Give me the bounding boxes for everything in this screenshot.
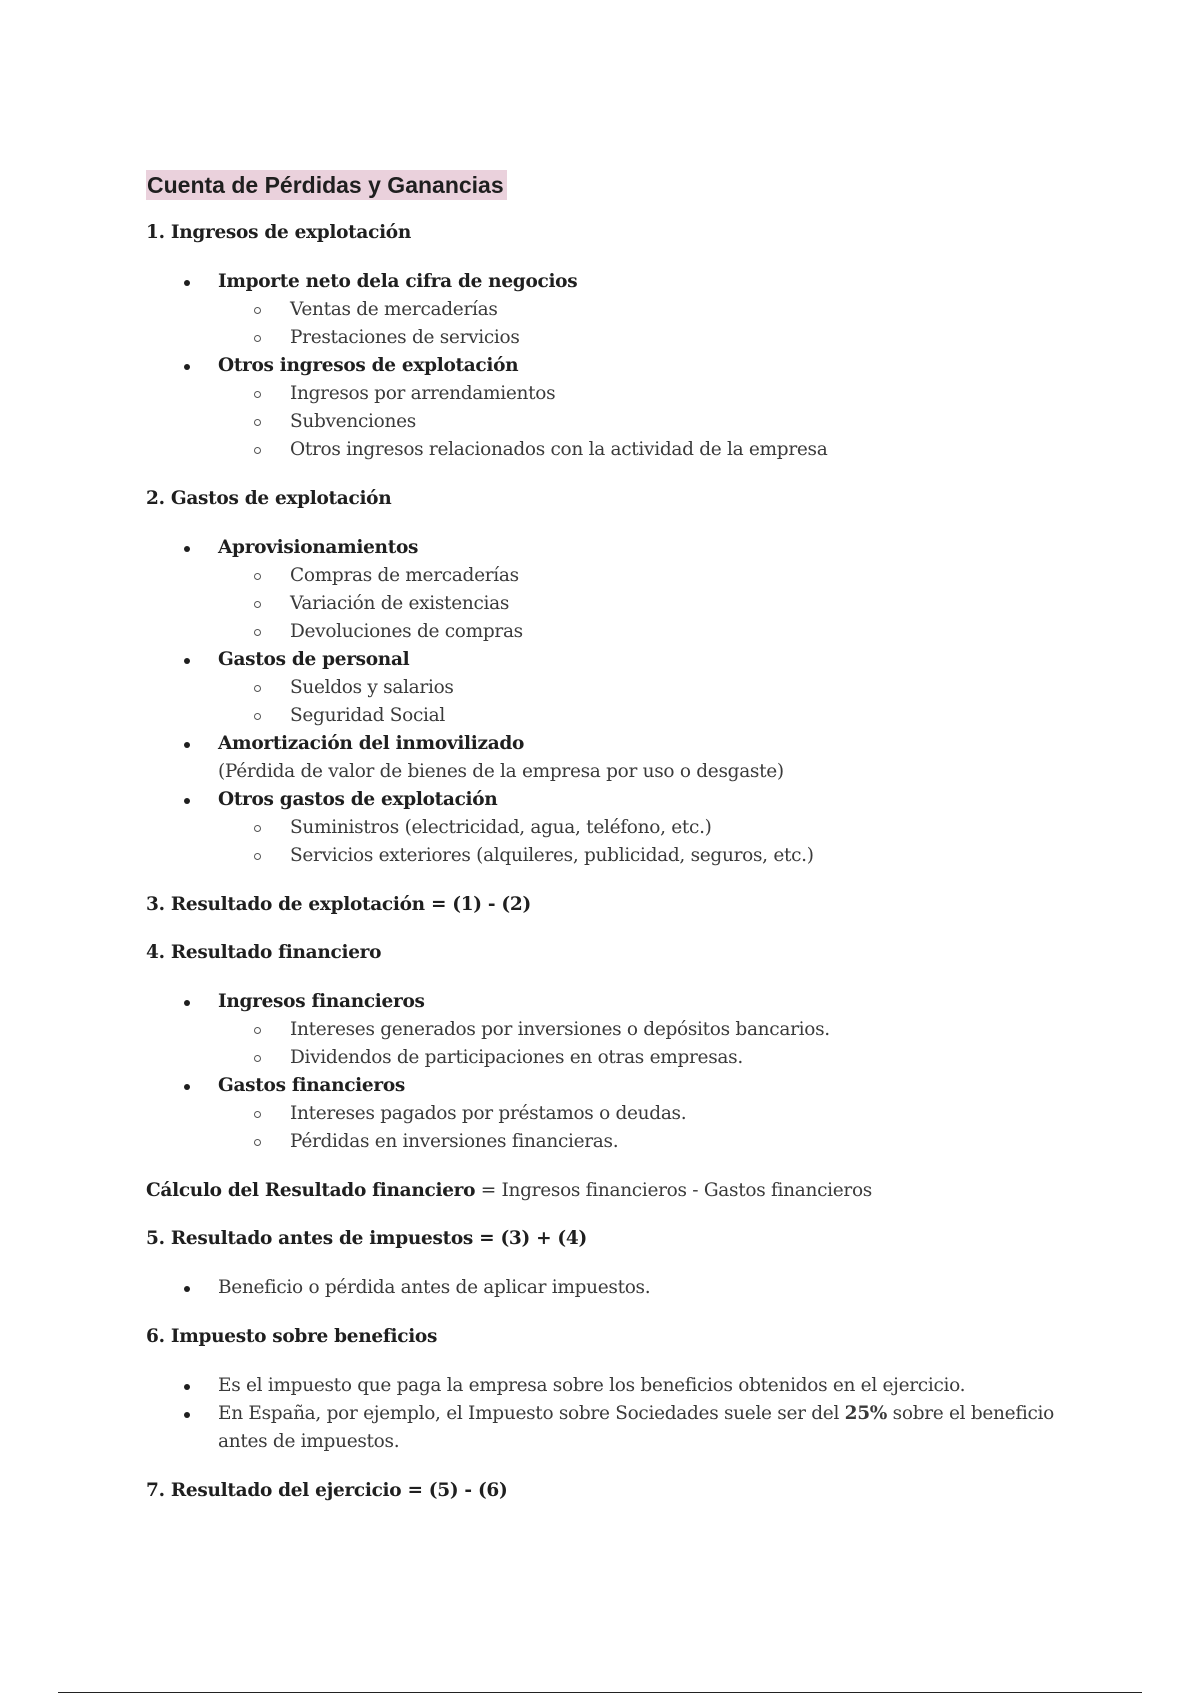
circle-bullet-icon (254, 447, 261, 454)
list-item (146, 1372, 1086, 1400)
circle-bullet-icon (254, 853, 261, 860)
calc-label: Cálculo del Resultado financiero (146, 1180, 476, 1201)
circle-bullet-icon (254, 419, 261, 426)
circle-bullet-icon (254, 1139, 261, 1146)
bullet-icon (184, 546, 190, 552)
item-label: Otros gastos de explotación (218, 789, 498, 810)
sublist (218, 1016, 1086, 1072)
list-item (146, 534, 1086, 646)
sublist-item: Intereses generados por inversiones o depósitos bancarios. (218, 1016, 1086, 1044)
sublist-item: Intereses pagados por préstamos o deudas. (218, 1100, 1086, 1128)
bullet-icon (184, 798, 190, 804)
section-heading-resultado-ejercicio: 7. Resultado del ejercicio = (5) - (6) (146, 1480, 508, 1501)
item-text: Beneficio o pérdida antes de aplicar impuestos. (218, 1277, 651, 1298)
list-impuesto-beneficios (146, 1372, 1086, 1456)
sublist-item: Variación de existencias (218, 590, 1086, 618)
section-heading-resultado-explotacion: 3. Resultado de explotación = (1) - (2) (146, 894, 531, 915)
circle-bullet-icon (254, 713, 261, 720)
section-heading-gastos-explotacion: 2. Gastos de explotación (146, 488, 392, 509)
item-label: Ingresos financieros (218, 991, 425, 1012)
list-resultado-antes-impuestos (146, 1274, 1086, 1302)
list-gastos-explotacion (146, 534, 1086, 870)
sublist (218, 380, 1086, 464)
sublist (218, 1100, 1086, 1156)
bullet-icon (184, 1286, 190, 1292)
document-page (146, 170, 1086, 1526)
sublist-item: Seguridad Social (218, 702, 1086, 730)
item-text: Es el impuesto que paga la empresa sobre los beneficios obtenidos en el ejercicio. (218, 1375, 966, 1396)
list-ingresos-explotacion (146, 268, 1086, 464)
circle-bullet-icon (254, 1055, 261, 1062)
item-label: Amortización del inmovilizado (218, 733, 525, 754)
calculo-resultado-financiero (146, 1178, 1086, 1204)
item-label: Gastos de personal (218, 649, 410, 670)
sublist-item: Ventas de mercaderías (218, 296, 1086, 324)
sublist-item: Pérdidas en inversiones financieras. (218, 1128, 1086, 1156)
list-item (146, 1274, 1086, 1302)
circle-bullet-icon (254, 335, 261, 342)
sublist-item: Servicios exteriores (alquileres, publicidad, seguros, etc.) (218, 842, 1086, 870)
section-heading-resultado-antes-impuestos: 5. Resultado antes de impuestos = (3) + (4) (146, 1228, 587, 1249)
list-item (146, 268, 1086, 352)
page-bottom-rule (58, 1692, 1142, 1693)
section-heading-resultado-financiero: 4. Resultado financiero (146, 942, 382, 963)
item-note: (Pérdida de valor de bienes de la empresa por uso o desgaste) (218, 761, 784, 782)
item-text: En España, por ejemplo, el Impuesto sobre Sociedades suele ser del 25% sobre el beneficio antes de impuestos. (218, 1403, 1055, 1452)
sublist-item: Suministros (electricidad, agua, teléfono, etc.) (218, 814, 1086, 842)
list-item (146, 786, 1086, 870)
sublist-item: Prestaciones de servicios (218, 324, 1086, 352)
sublist-item: Dividendos de participaciones en otras empresas. (218, 1044, 1086, 1072)
bullet-icon (184, 658, 190, 664)
list-resultado-financiero (146, 988, 1086, 1156)
circle-bullet-icon (254, 685, 261, 692)
sublist-item: Compras de mercaderías (218, 562, 1086, 590)
section-heading-ingresos-explotacion: 1. Ingresos de explotación (146, 222, 411, 243)
sublist (218, 814, 1086, 870)
circle-bullet-icon (254, 629, 261, 636)
bullet-icon (184, 1412, 190, 1418)
bullet-icon (184, 742, 190, 748)
circle-bullet-icon (254, 601, 261, 608)
circle-bullet-icon (254, 573, 261, 580)
bullet-icon (184, 1000, 190, 1006)
calc-formula: = Ingresos financieros - Gastos financieros (475, 1180, 872, 1201)
sublist (218, 296, 1086, 352)
tax-rate: 25% (844, 1403, 888, 1424)
sublist-item: Sueldos y salarios (218, 674, 1086, 702)
bullet-icon (184, 364, 190, 370)
circle-bullet-icon (254, 307, 261, 314)
list-item (146, 1072, 1086, 1156)
circle-bullet-icon (254, 825, 261, 832)
item-label: Otros ingresos de explotación (218, 355, 519, 376)
sublist-item: Otros ingresos relacionados con la actividad de la empresa (218, 436, 1086, 464)
circle-bullet-icon (254, 391, 261, 398)
section-heading-impuesto-beneficios: 6. Impuesto sobre beneficios (146, 1326, 438, 1347)
list-item (146, 1400, 1086, 1456)
bullet-icon (184, 1084, 190, 1090)
item-label: Gastos financieros (218, 1075, 405, 1096)
circle-bullet-icon (254, 1111, 261, 1118)
document-title: Cuenta de Pérdidas y Ganancias (146, 170, 507, 200)
list-item (146, 730, 1086, 786)
sublist (218, 562, 1086, 646)
bullet-icon (184, 1384, 190, 1390)
sublist-item: Devoluciones de compras (218, 618, 1086, 646)
item-label: Aprovisionamientos (218, 537, 419, 558)
sublist-item: Ingresos por arrendamientos (218, 380, 1086, 408)
list-item (146, 352, 1086, 464)
list-item (146, 988, 1086, 1072)
list-item (146, 646, 1086, 730)
sublist (218, 674, 1086, 730)
circle-bullet-icon (254, 1027, 261, 1034)
bullet-icon (184, 280, 190, 286)
item-label: Importe neto dela cifra de negocios (218, 271, 578, 292)
sublist-item: Subvenciones (218, 408, 1086, 436)
